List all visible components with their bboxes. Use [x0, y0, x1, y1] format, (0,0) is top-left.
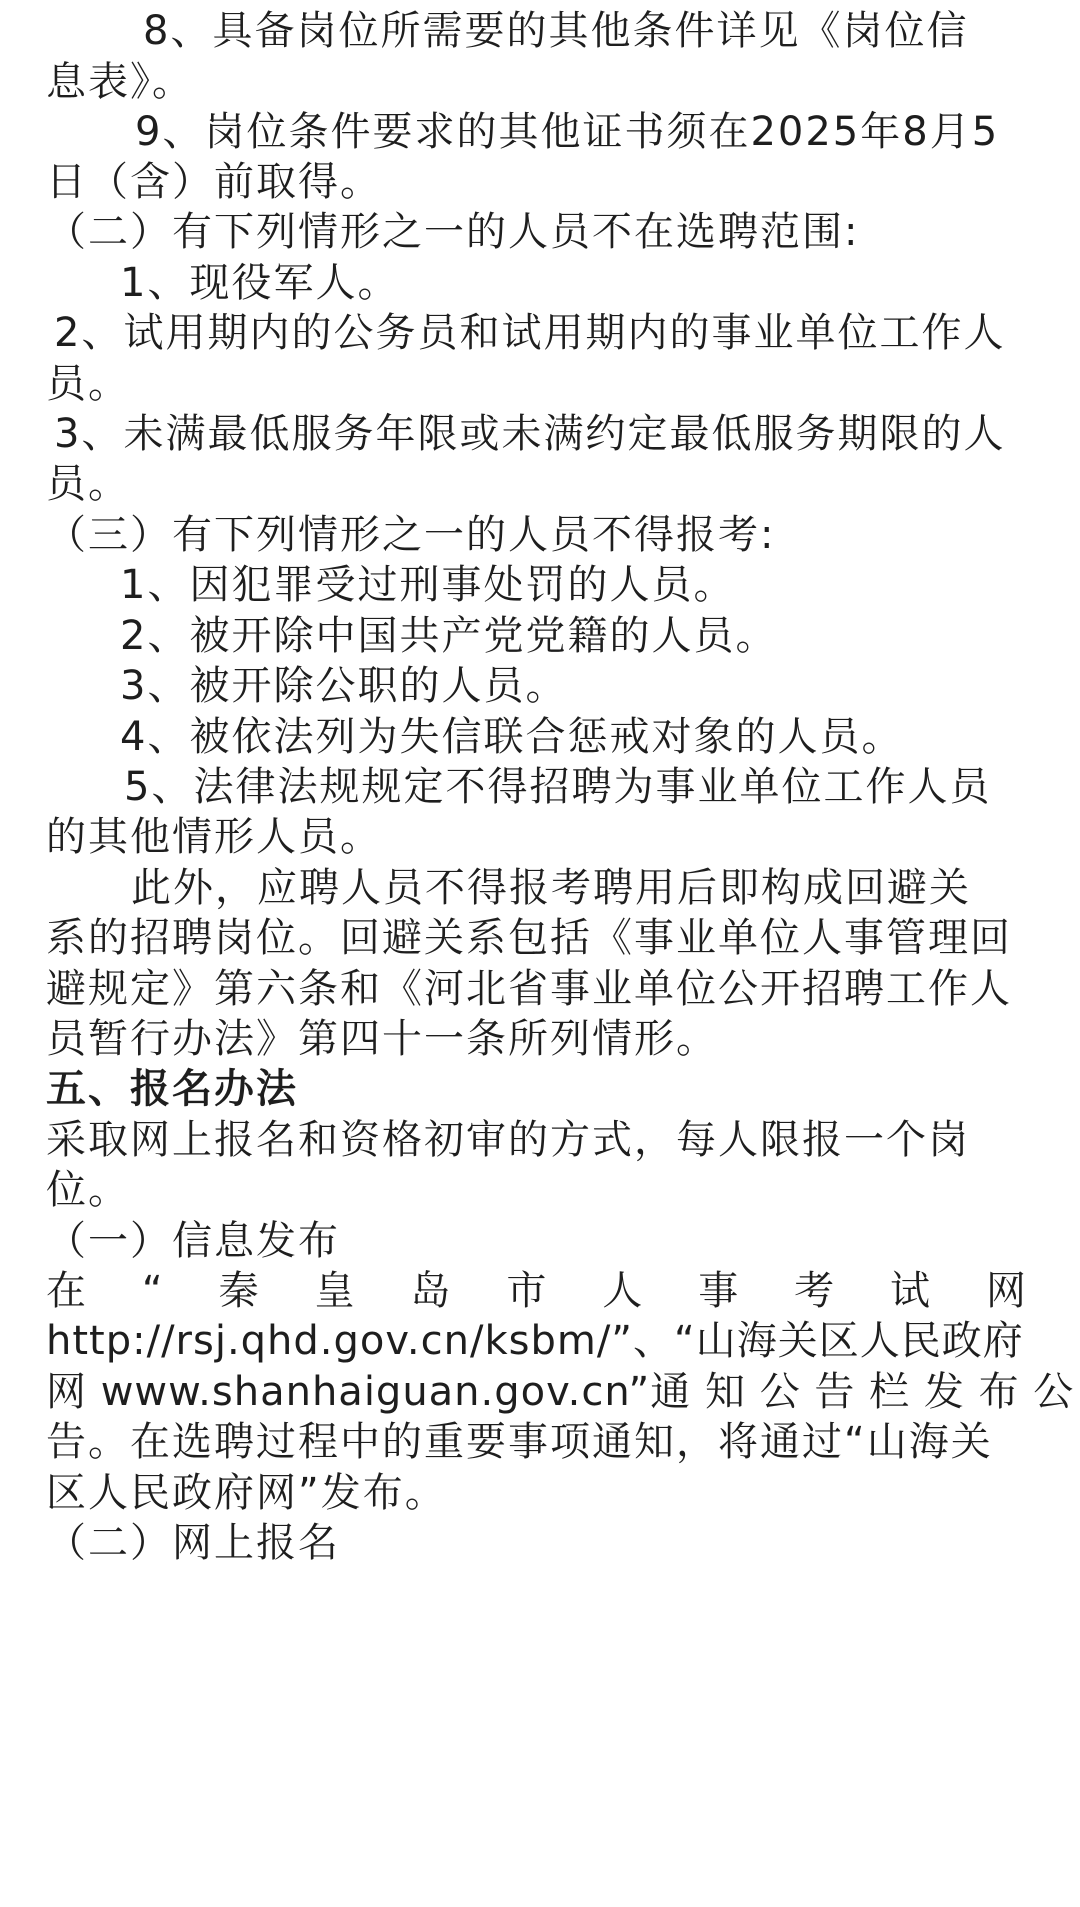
- section-heading: （一）信息发布: [46, 1218, 340, 1264]
- section-heading: （二）网上报名: [46, 1520, 340, 1566]
- section-heading: （三）有下列情形之一的人员不得报考:: [46, 512, 776, 558]
- text-line: 8、具备岗位所需要的其他条件详见《岗位信: [143, 8, 969, 54]
- list-item: 2、试用期内的公务员和试用期内的事业单位工作人: [54, 310, 1006, 356]
- text-line: 息表》。: [46, 59, 194, 105]
- glyph: 考: [794, 1268, 837, 1314]
- chapter-heading: 五、报名办法: [46, 1066, 298, 1112]
- glyph: 秦: [218, 1268, 261, 1314]
- paragraph-line: 采取网上报名和资格初审的方式，每人限报一个岗: [46, 1117, 970, 1163]
- list-item: 5、法律法规规定不得招聘为事业单位工作人员: [124, 764, 992, 810]
- glyph: 在: [46, 1268, 88, 1314]
- text-line: 的其他情形人员。: [46, 814, 382, 860]
- text-line: 日（含）前取得。: [46, 159, 382, 205]
- glyph: 事: [698, 1268, 741, 1314]
- glyph: 试: [890, 1268, 933, 1314]
- paragraph-line: 此外，应聘人员不得报考聘用后即构成回避关: [131, 865, 971, 911]
- glyph: 市: [506, 1268, 549, 1314]
- text-line: 位。: [46, 1167, 130, 1213]
- text-line: 9、岗位条件要求的其他证书须在2025年8月5: [135, 109, 1000, 155]
- list-item: 1、因犯罪受过刑事处罚的人员。: [120, 562, 736, 608]
- paragraph-line: 系的招聘岗位。回避关系包括《事业单位人事管理回: [46, 915, 1012, 961]
- glyph: 网: [985, 1268, 1028, 1314]
- url-line: http://rsj.qhd.gov.cn/ksbm/”、“山海关区人民政府: [46, 1318, 1024, 1364]
- list-item: 1、现役军人。: [120, 260, 400, 306]
- url-line: 网 www.shanhaiguan.gov.cn”通 知 公 告 栏 发 布 公: [46, 1369, 1075, 1415]
- list-item: 2、被开除中国共产党党籍的人员。: [120, 613, 778, 659]
- glyph: 皇: [314, 1268, 357, 1314]
- glyph: “: [141, 1268, 165, 1314]
- text-line: 区人民政府网”发布。: [46, 1470, 447, 1516]
- list-item: 4、被依法列为失信联合惩戒对象的人员。: [120, 714, 904, 760]
- glyph: 人: [602, 1268, 645, 1314]
- paragraph-line: 避规定》第六条和《河北省事业单位公开招聘工作人: [46, 966, 1012, 1012]
- text-line: 员。: [46, 461, 130, 507]
- paragraph-line: 告。在选聘过程中的重要事项通知，将通过“山海关: [46, 1419, 993, 1465]
- list-item: 3、被开除公职的人员。: [120, 663, 568, 709]
- glyph: 岛: [410, 1268, 453, 1314]
- list-item: 3、未满最低服务年限或未满约定最低服务期限的人: [54, 411, 1006, 457]
- paragraph-line: 员暂行办法》第四十一条所列情形。: [46, 1016, 718, 1062]
- section-heading: （二）有下列情形之一的人员不在选聘范围:: [46, 209, 860, 255]
- text-line: 员。: [46, 361, 130, 407]
